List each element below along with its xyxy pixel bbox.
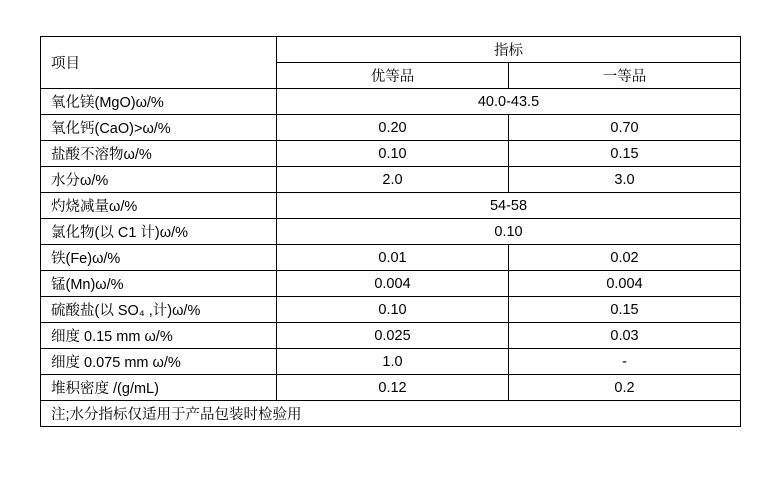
table-row xyxy=(41,219,741,245)
row-value-superior: 0.004 xyxy=(277,271,509,297)
row-value-first: 0.02 xyxy=(509,245,741,271)
row-value-first: 0.03 xyxy=(509,323,741,349)
row-value-first: 0.15 xyxy=(509,141,741,167)
header-grade-superior: 优等品 xyxy=(277,63,509,89)
row-item-label: 细度 0.15 mm ω/% xyxy=(41,323,277,349)
row-item-label: 氯化物(以 C1 计)ω/% xyxy=(41,219,277,245)
row-item-label: 盐酸不溶物ω/% xyxy=(41,141,277,167)
row-value-first: 0.15 xyxy=(509,297,741,323)
header-grade-first: 一等品 xyxy=(509,63,741,89)
table-note: 注;水分指标仅适用于产品包装时检验用 xyxy=(41,401,741,427)
row-value-superior: 0.01 xyxy=(277,245,509,271)
table-row xyxy=(41,245,741,271)
row-value-superior: 0.10 xyxy=(277,297,509,323)
row-value-superior: 1.0 xyxy=(277,349,509,375)
row-value-superior: 0.12 xyxy=(277,375,509,401)
row-item-label: 细度 0.075 mm ω/% xyxy=(41,349,277,375)
table-note-row xyxy=(41,401,741,427)
table-row xyxy=(41,271,741,297)
table-row xyxy=(41,167,741,193)
row-item-label: 堆积密度 /(g/mL) xyxy=(41,375,277,401)
table-row xyxy=(41,297,741,323)
table-row xyxy=(41,349,741,375)
row-value-first: 0.70 xyxy=(509,115,741,141)
header-indicator-label: 指标 xyxy=(277,37,741,63)
table-row xyxy=(41,193,741,219)
row-value-first: 3.0 xyxy=(509,167,741,193)
specification-table xyxy=(40,36,741,427)
table-row xyxy=(41,141,741,167)
row-value-superior: 2.0 xyxy=(277,167,509,193)
row-item-label: 氧化镁(MgO)ω/% xyxy=(41,89,277,115)
row-value-merged: 54-58 xyxy=(277,193,741,219)
table-header-row-1 xyxy=(41,37,741,63)
row-value-merged: 0.10 xyxy=(277,219,741,245)
row-value-first: 0.2 xyxy=(509,375,741,401)
row-item-label: 铁(Fe)ω/% xyxy=(41,245,277,271)
row-item-label: 灼烧减量ω/% xyxy=(41,193,277,219)
table-row xyxy=(41,89,741,115)
row-value-superior: 0.10 xyxy=(277,141,509,167)
row-value-superior: 0.025 xyxy=(277,323,509,349)
row-value-merged: 40.0-43.5 xyxy=(277,89,741,115)
row-item-label: 氧化钙(CaO)>ω/% xyxy=(41,115,277,141)
row-item-label: 硫酸盐(以 SO₄ ,计)ω/% xyxy=(41,297,277,323)
table-row xyxy=(41,375,741,401)
row-value-first: 0.004 xyxy=(509,271,741,297)
row-item-label: 锰(Mn)ω/% xyxy=(41,271,277,297)
row-value-superior: 0.20 xyxy=(277,115,509,141)
table-row xyxy=(41,323,741,349)
row-item-label: 水分ω/% xyxy=(41,167,277,193)
header-item-label: 项目 xyxy=(41,37,277,89)
row-value-first: - xyxy=(509,349,741,375)
table-row xyxy=(41,115,741,141)
